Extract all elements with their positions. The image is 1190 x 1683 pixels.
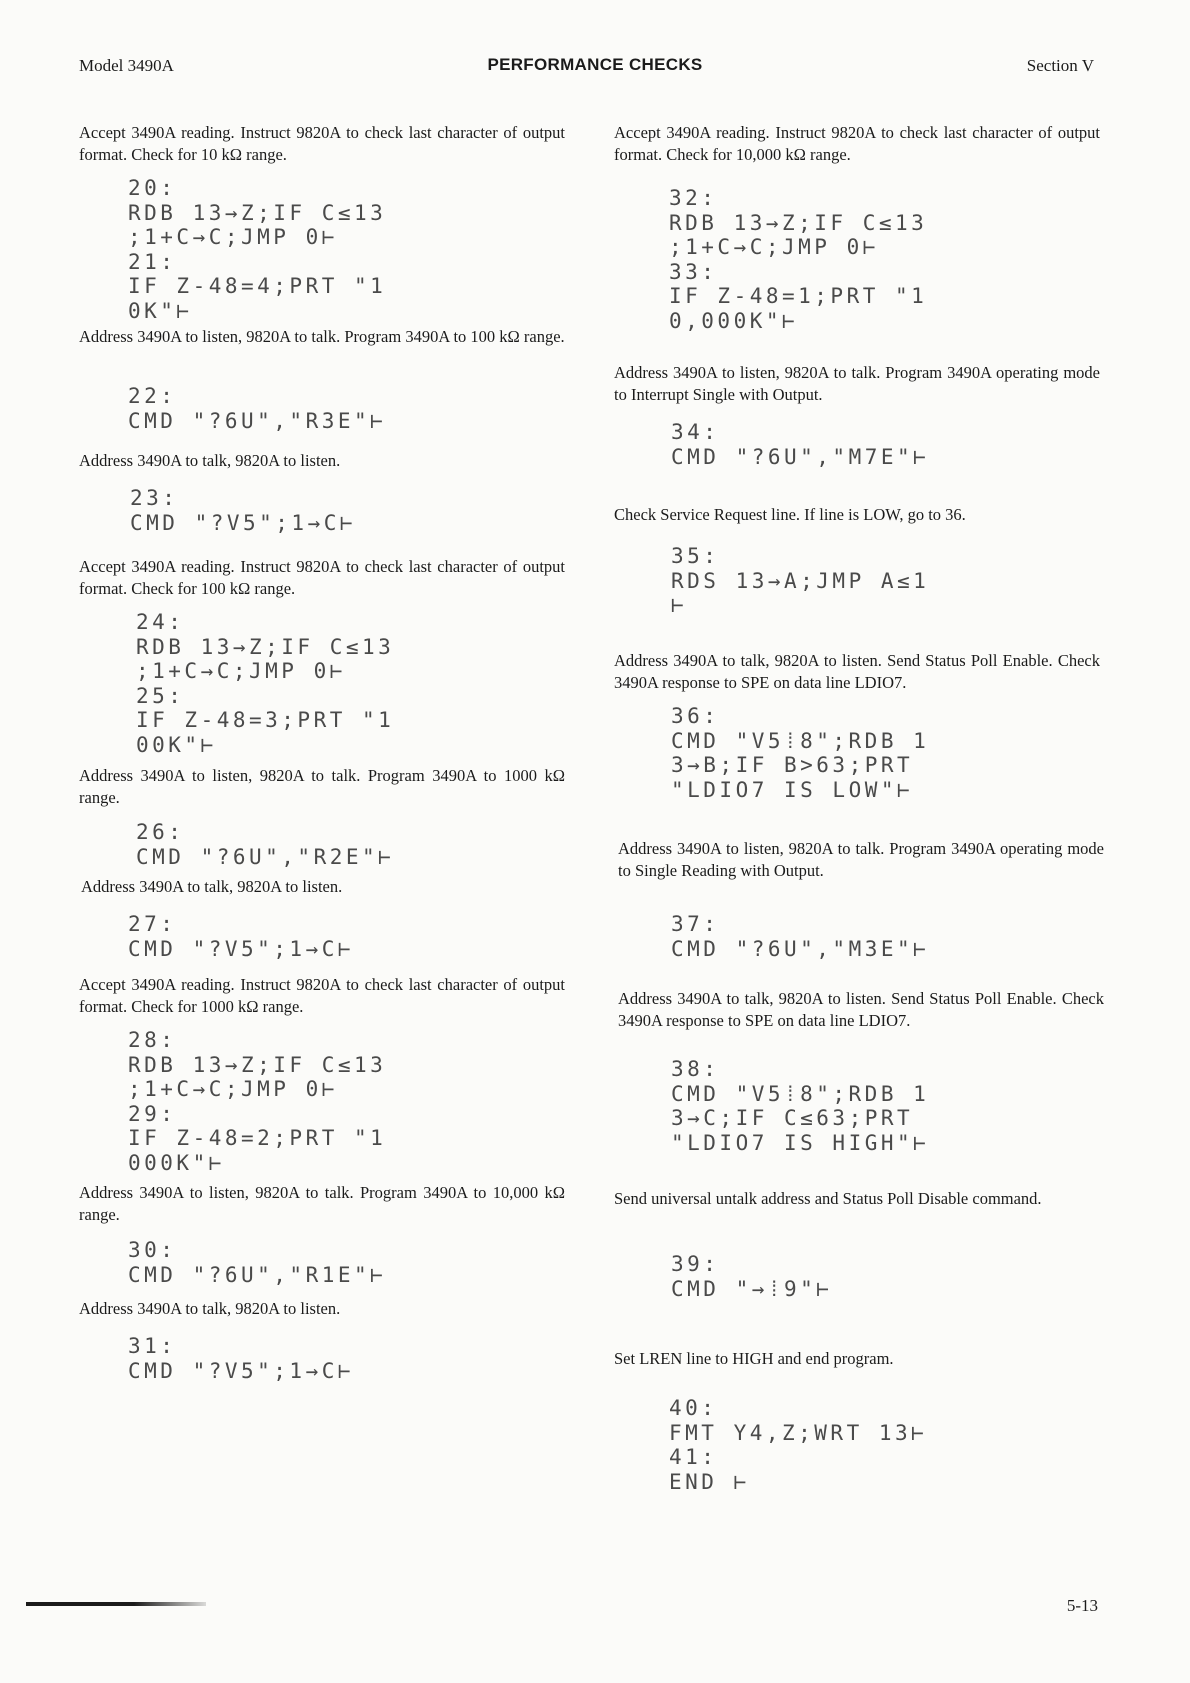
instruction-text: Address 3490A to listen, 9820A to talk. Program 3490A to 1000 kΩ range. (79, 766, 565, 807)
instruction-text: Address 3490A to listen, 9820A to talk. Program 3490A to 100 kΩ range. (79, 327, 565, 346)
instruction-text: Accept 3490A reading. Instruct 9820A to check last character of output format. Check for 100 kΩ range. (79, 557, 565, 598)
instruction-text: Accept 3490A reading. Instruct 9820A to check last character of output format. Check for 10,000 kΩ range. (614, 123, 1100, 164)
code-block: 35: RDS 13→A;JMP A≤1 ⊢ (671, 544, 930, 617)
code-block: 23: CMD "?V5";1→C⊢ (130, 486, 357, 535)
code-block: 37: CMD "?6U","M3E"⊢ (671, 912, 930, 961)
instruction-text: Accept 3490A reading. Instruct 9820A to check last character of output format. Check for 10 kΩ range. (79, 123, 565, 164)
instruction-text: Address 3490A to talk, 9820A to listen. (79, 1299, 341, 1318)
instruction-text: Address 3490A to listen, 9820A to talk. Program 3490A operating mode to Single Reading with Output. (618, 839, 1104, 880)
code-block: 39: CMD "→⁞9"⊢ (671, 1252, 833, 1301)
code-block: 22: CMD "?6U","R3E"⊢ (128, 384, 387, 433)
instruction-text: Accept 3490A reading. Instruct 9820A to check last character of output format. Check for 1000 kΩ range. (79, 975, 565, 1016)
code-block: 31: CMD "?V5";1→C⊢ (128, 1334, 355, 1383)
model-label: Model 3490A (79, 56, 174, 75)
code-block: 38: CMD "V5⁞8";RDB 1 3→C;IF C≤63;PRT "LDIO7 IS HIGH"⊢ (671, 1057, 930, 1155)
code-block: 27: CMD "?V5";1→C⊢ (128, 912, 355, 961)
instruction-text: Check Service Request line. If line is LOW, go to 36. (614, 505, 966, 524)
instruction-text: Address 3490A to talk, 9820A to listen. (81, 877, 343, 896)
code-block: 26: CMD "?6U","R2E"⊢ (136, 820, 395, 869)
code-block: 36: CMD "V5⁞8";RDB 1 3→B;IF B>63;PRT "LDIO7 IS LOW"⊢ (671, 704, 930, 802)
instruction-text: Set LREN line to HIGH and end program. (614, 1349, 894, 1368)
code-block: 24: RDB 13→Z;IF C≤13 ;1+C→C;JMP 0⊢ 25: IF Z-48=3;PRT "1 00K"⊢ (136, 610, 395, 757)
instruction-text: Address 3490A to talk, 9820A to listen. Send Status Poll Enable. Check 3490A response to SPE on data line LDIO7. (614, 651, 1100, 692)
section-label: Section V (1026, 56, 1094, 75)
instruction-text: Address 3490A to talk, 9820A to listen. (79, 451, 341, 470)
instruction-text: Address 3490A to listen, 9820A to talk. Program 3490A to 10,000 kΩ range. (79, 1183, 565, 1224)
page-title: PERFORMANCE CHECKS (487, 55, 703, 74)
code-block: 34: CMD "?6U","M7E"⊢ (671, 420, 930, 469)
code-block: 30: CMD "?6U","R1E"⊢ (128, 1238, 387, 1287)
instruction-text: Address 3490A to talk, 9820A to listen. Send Status Poll Enable. Check 3490A response to SPE on data line LDIO7. (618, 989, 1104, 1030)
code-block: 40: FMT Y4,Z;WRT 13⊢ 41: END ⊢ (669, 1396, 928, 1494)
instruction-text: Address 3490A to listen, 9820A to talk. Program 3490A operating mode to Interrupt Single with Output. (614, 363, 1100, 404)
code-block: 28: RDB 13→Z;IF C≤13 ;1+C→C;JMP 0⊢ 29: IF Z-48=2;PRT "1 000K"⊢ (128, 1028, 387, 1175)
scan-edge-mark (26, 1602, 206, 1606)
code-block: 20: RDB 13→Z;IF C≤13 ;1+C→C;JMP 0⊢ 21: IF Z-48=4;PRT "1 0K"⊢ (128, 176, 387, 323)
page-number: 5-13 (1066, 1596, 1098, 1615)
instruction-text: Send universal untalk address and Status Poll Disable command. (614, 1189, 1042, 1208)
code-block: 32: RDB 13→Z;IF C≤13 ;1+C→C;JMP 0⊢ 33: IF Z-48=1;PRT "1 0,000K"⊢ (669, 186, 928, 333)
